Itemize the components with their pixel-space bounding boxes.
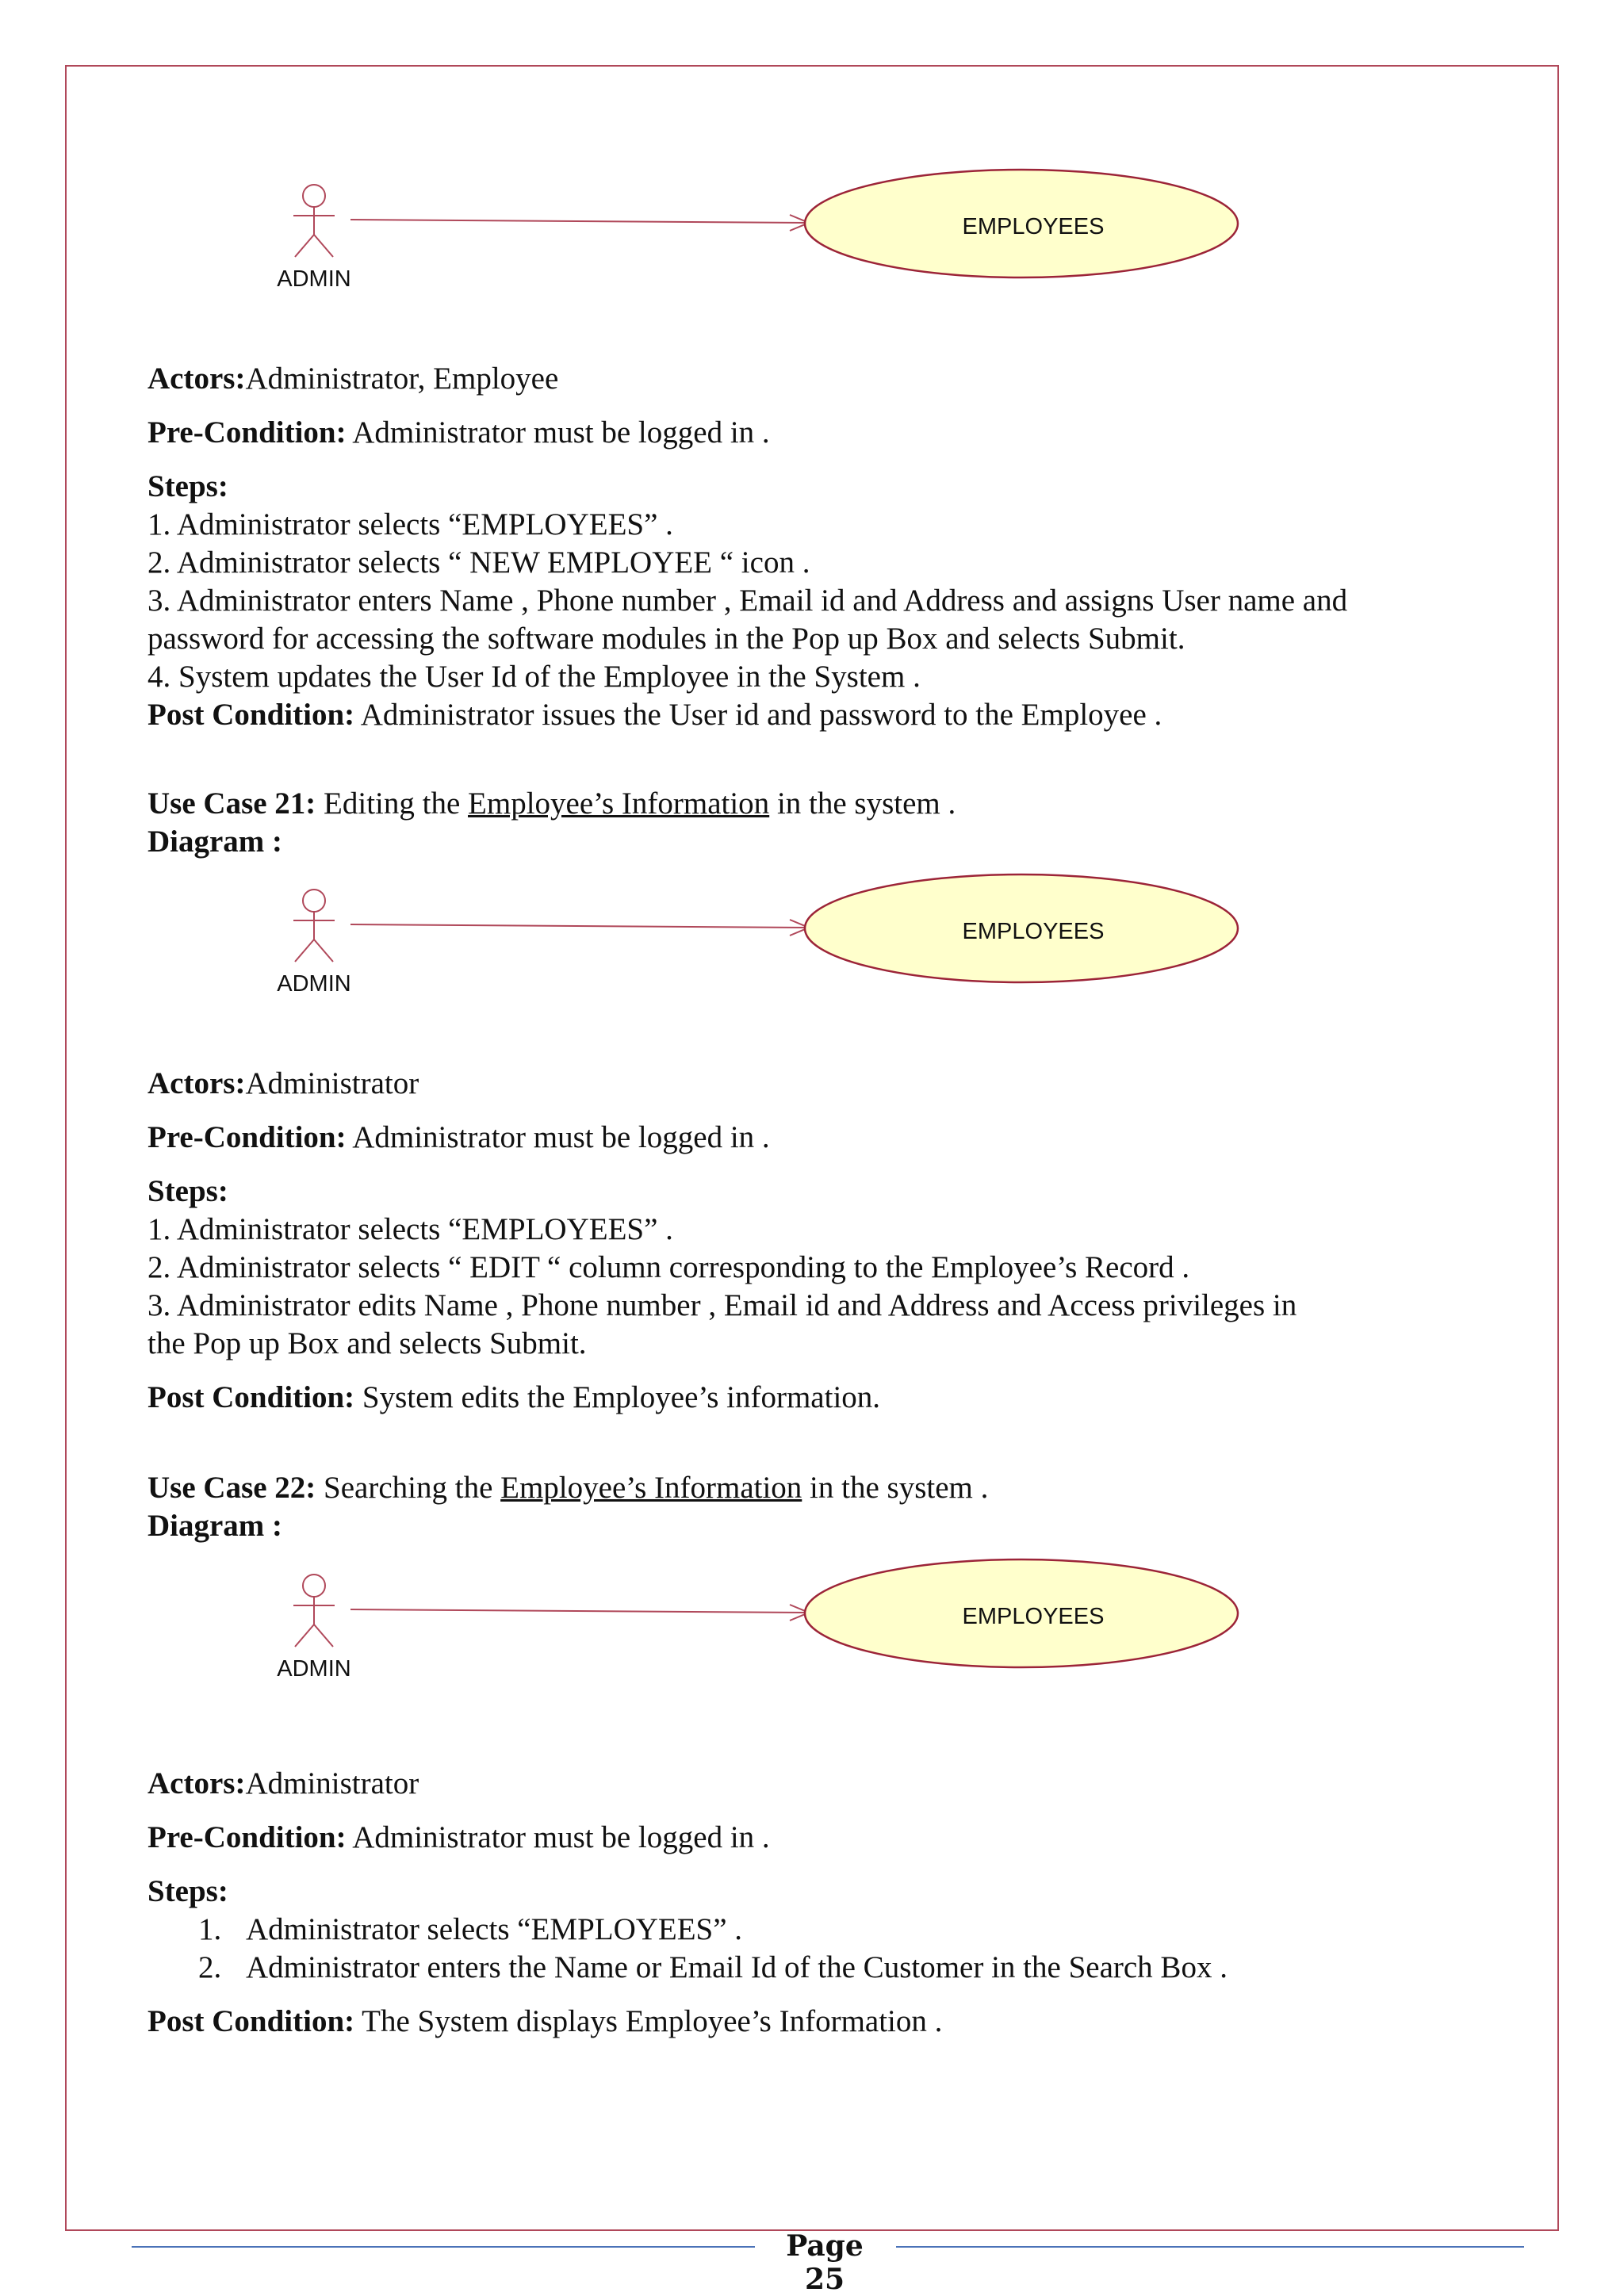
usecase-title bbox=[147, 1469, 1496, 1507]
steps-heading: Steps: bbox=[147, 469, 228, 503]
association-line bbox=[350, 220, 809, 223]
numbered-step bbox=[147, 1911, 1496, 1949]
usecase-underlined-term: Employee’s Information bbox=[468, 786, 770, 821]
step-line: 2. Administrator selects “ NEW EMPLOYEE “ icon . bbox=[147, 545, 810, 580]
step-number: 1. bbox=[198, 1912, 222, 1946]
actors-label: Actors: bbox=[147, 362, 246, 396]
usecase-underlined-term: Employee’s Information bbox=[500, 1471, 802, 1505]
actors-label: Actors: bbox=[147, 1766, 246, 1800]
usecase-label: EMPLOYEES bbox=[962, 214, 1105, 239]
usecase-title-text: Searching the bbox=[316, 1471, 501, 1505]
section-2 bbox=[147, 1065, 1496, 1417]
step-line: 3. Administrator enters Name , Phone number , Email id and Address and assigns User name and bbox=[147, 584, 1348, 618]
precondition-label: Pre-Condition: bbox=[147, 1820, 347, 1854]
steps-heading: Steps: bbox=[147, 1874, 228, 1908]
postcondition-label: Post Condition: bbox=[147, 1380, 355, 1414]
usecase-diagram-3 bbox=[262, 1567, 1261, 1718]
actors-value: Administrator, Employee bbox=[245, 362, 559, 396]
actor-label: ADMIN bbox=[277, 971, 351, 997]
actor-head bbox=[303, 1575, 325, 1597]
postcondition-line bbox=[147, 1379, 1496, 1417]
postcondition-label: Post Condition: bbox=[147, 2004, 355, 2038]
steps-heading: Steps: bbox=[147, 1174, 228, 1208]
postcondition-value: The System displays Employee’s Information . bbox=[354, 2004, 943, 2038]
usecase-title-text: Editing the bbox=[316, 786, 469, 821]
page-number: Page 25 bbox=[786, 2229, 864, 2296]
step-line: 2. Administrator selects “ EDIT “ column corresponding to the Employee’s Record . bbox=[147, 1250, 1190, 1284]
usecase-title-text: in the system . bbox=[802, 1471, 989, 1505]
precondition-value: Administrator must be logged in . bbox=[346, 1120, 770, 1154]
precondition-value: Administrator must be logged in . bbox=[346, 1820, 770, 1854]
actors-value: Administrator bbox=[245, 1066, 419, 1100]
usecase-22-heading bbox=[147, 1469, 1496, 1545]
usecase-label: EMPLOYEES bbox=[962, 1604, 1105, 1629]
actor-head bbox=[303, 890, 325, 912]
precondition-line bbox=[147, 1819, 1496, 1857]
association-line bbox=[350, 1609, 809, 1613]
actor-label: ADMIN bbox=[277, 1656, 351, 1682]
step-line: 1. Administrator selects “EMPLOYEES” . bbox=[147, 1212, 673, 1246]
usecase-title-text: in the system . bbox=[769, 786, 956, 821]
postcondition-value: System edits the Employee’s information. bbox=[354, 1380, 881, 1414]
postcondition-line bbox=[147, 2003, 1496, 2041]
step-text: Administrator enters the Name or Email Id of the Customer in the Search Box . bbox=[246, 1950, 1228, 1984]
usecase-label: EMPLOYEES bbox=[962, 919, 1105, 944]
actors-line bbox=[147, 360, 1496, 398]
diagram-label: Diagram : bbox=[147, 1509, 283, 1543]
actors-label: Actors: bbox=[147, 1066, 246, 1100]
usecase-diagram-1 bbox=[262, 178, 1261, 328]
step-line: 3. Administrator edits Name , Phone number , Email id and Address and Access privileges in bbox=[147, 1288, 1297, 1322]
diagram-graphic bbox=[262, 178, 1261, 328]
precondition-line bbox=[147, 414, 1496, 452]
actor-label: ADMIN bbox=[277, 266, 351, 292]
actor-head bbox=[303, 185, 325, 207]
usecase-21-heading bbox=[147, 785, 1496, 861]
section-1 bbox=[147, 360, 1496, 734]
postcondition-label: Post Condition: bbox=[147, 698, 355, 732]
step-text: Administrator selects “EMPLOYEES” . bbox=[246, 1912, 743, 1946]
step-line: 1. Administrator selects “EMPLOYEES” . bbox=[147, 507, 673, 541]
precondition-label: Pre-Condition: bbox=[147, 415, 347, 450]
step-line: 4. System updates the User Id of the Employee in the System . bbox=[147, 660, 921, 694]
postcondition-value: Administrator issues the User id and password to the Employee . bbox=[354, 698, 1162, 732]
step-line: password for accessing the software modules in the Pop up Box and selects Submit. bbox=[147, 622, 1185, 656]
diagram-graphic bbox=[262, 882, 1261, 1033]
precondition-label: Pre-Condition: bbox=[147, 1120, 347, 1154]
postcondition-line bbox=[147, 696, 1496, 734]
diagram-graphic bbox=[262, 1567, 1261, 1718]
diagram-label: Diagram : bbox=[147, 825, 283, 859]
step-line: the Pop up Box and selects Submit. bbox=[147, 1326, 587, 1360]
step-number: 2. bbox=[198, 1950, 222, 1984]
usecase-title bbox=[147, 785, 1496, 823]
section-3 bbox=[147, 1765, 1496, 2041]
footer-rule-right bbox=[896, 2246, 1524, 2248]
usecase-number: Use Case 21: bbox=[147, 786, 316, 821]
numbered-step bbox=[147, 1949, 1496, 1987]
usecase-diagram-2 bbox=[262, 882, 1261, 1033]
actors-line bbox=[147, 1765, 1496, 1803]
actors-line bbox=[147, 1065, 1496, 1103]
actors-value: Administrator bbox=[245, 1766, 419, 1800]
usecase-number: Use Case 22: bbox=[147, 1471, 316, 1505]
association-line bbox=[350, 924, 809, 928]
precondition-line bbox=[147, 1119, 1496, 1157]
precondition-value: Administrator must be logged in . bbox=[346, 415, 770, 450]
footer-rule-left bbox=[132, 2246, 755, 2248]
